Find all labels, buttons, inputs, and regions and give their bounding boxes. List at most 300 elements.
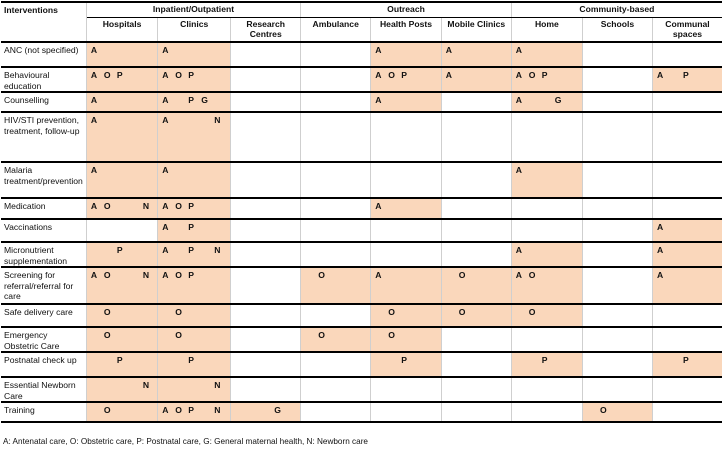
care-code-slot <box>587 405 597 416</box>
care-code-slot <box>529 165 539 176</box>
care-code: P <box>541 355 548 365</box>
care-code-slot <box>683 245 693 256</box>
empty-cell <box>371 377 442 402</box>
care-code-slot <box>498 270 508 281</box>
empty-cell <box>511 219 582 242</box>
table-row <box>1 267 722 304</box>
care-type-cell <box>231 402 301 422</box>
care-code-slot <box>214 270 224 281</box>
care-code-slot <box>709 222 719 233</box>
care-code-slot <box>214 70 224 81</box>
care-type-cell <box>441 42 511 67</box>
care-code-slot <box>529 95 539 106</box>
empty-cell <box>441 219 511 242</box>
care-code-slot <box>709 245 719 256</box>
care-code-slot <box>162 380 172 391</box>
care-code-slot <box>401 270 411 281</box>
intervention-label: Behavioural education <box>1 67 86 92</box>
table-row <box>1 327 722 352</box>
empty-cell <box>301 92 371 112</box>
care-code-slot <box>388 45 398 56</box>
empty-cell <box>231 112 301 162</box>
care-code-slot <box>670 355 680 366</box>
care-code: O <box>175 405 182 415</box>
care-codes <box>162 45 224 56</box>
care-code-slot <box>331 330 341 341</box>
care-code-slot <box>117 380 127 391</box>
care-codes <box>91 355 153 366</box>
empty-cell <box>582 162 652 198</box>
care-type-cell <box>371 304 442 327</box>
empty-cell <box>301 219 371 242</box>
care-code-slot <box>696 222 706 233</box>
care-code: A <box>515 270 523 280</box>
care-code: O <box>175 307 182 317</box>
care-code-slot <box>117 405 127 416</box>
care-type-cell <box>158 92 231 112</box>
care-code-slot <box>175 45 185 56</box>
empty-cell <box>582 242 652 267</box>
care-code-slot <box>117 165 127 176</box>
care-type-cell <box>511 242 582 267</box>
care-code: G <box>274 405 281 415</box>
column-header: Schools <box>582 17 652 42</box>
care-code-slot <box>188 115 198 126</box>
care-code-slot <box>542 270 552 281</box>
care-code-slot <box>143 405 153 416</box>
care-code-slot <box>305 270 315 281</box>
care-code-slot <box>201 330 211 341</box>
care-codes <box>446 45 508 56</box>
care-code-slot <box>529 245 539 256</box>
empty-cell <box>582 198 652 219</box>
care-code: A <box>162 405 169 415</box>
care-type-cell <box>158 42 231 67</box>
empty-cell <box>301 304 371 327</box>
care-code-slot <box>568 355 578 366</box>
care-code-slot <box>104 45 114 56</box>
empty-cell <box>441 92 511 112</box>
care-codes <box>91 380 153 391</box>
care-code-slot <box>143 45 153 56</box>
care-code-slot <box>104 115 114 126</box>
care-code-slot <box>175 115 185 126</box>
care-code-slot <box>542 307 552 318</box>
care-type-cell <box>371 42 442 67</box>
care-code-slot <box>188 307 198 318</box>
intervention-label: Essential Newborn Care <box>1 377 86 402</box>
care-code: O <box>103 70 111 80</box>
care-codes <box>91 330 153 341</box>
care-code-slot <box>201 380 211 391</box>
empty-cell <box>231 327 301 352</box>
intervention-label: Screening for referral/referral for care <box>1 267 86 304</box>
intervention-label: Vaccinations <box>1 219 86 242</box>
care-code-slot <box>357 330 367 341</box>
empty-cell <box>301 67 371 92</box>
empty-cell <box>231 198 301 219</box>
care-code-slot <box>375 307 385 318</box>
care-code: P <box>541 70 548 80</box>
care-type-cell <box>511 92 582 112</box>
care-code-slot <box>485 270 495 281</box>
care-code-slot <box>214 222 224 233</box>
care-codes <box>91 45 153 56</box>
care-code-slot <box>143 165 153 176</box>
intervention-label: Medication <box>1 198 86 219</box>
care-codes <box>516 270 578 281</box>
empty-cell <box>582 92 652 112</box>
care-code-slot <box>91 245 101 256</box>
empty-cell <box>511 112 582 162</box>
care-code-slot <box>130 95 140 106</box>
care-code: O <box>528 307 536 317</box>
care-code: A <box>162 201 169 211</box>
care-code: O <box>175 201 182 211</box>
care-codes <box>657 222 719 233</box>
care-type-cell <box>511 162 582 198</box>
care-code-slot <box>568 270 578 281</box>
care-code-slot <box>414 270 424 281</box>
empty-cell <box>371 219 442 242</box>
care-code-slot <box>201 70 211 81</box>
care-code-slot <box>344 270 354 281</box>
care-code-slot <box>542 165 552 176</box>
care-type-cell <box>652 219 722 242</box>
care-codes <box>91 70 153 81</box>
empty-cell <box>231 67 301 92</box>
care-code-slot <box>188 380 198 391</box>
care-code-slot <box>117 45 127 56</box>
care-code-slot <box>427 45 437 56</box>
care-code-slot <box>516 307 526 318</box>
care-code: A <box>90 95 98 105</box>
care-codes <box>162 405 224 416</box>
empty-cell <box>231 267 301 304</box>
empty-cell <box>652 304 722 327</box>
care-code-slot <box>709 355 719 366</box>
care-code-slot <box>188 165 198 176</box>
care-code-slot <box>175 380 185 391</box>
care-code-slot <box>485 70 495 81</box>
empty-cell <box>582 67 652 92</box>
care-codes <box>446 307 508 318</box>
care-code-slot <box>130 380 140 391</box>
care-type-cell <box>158 112 231 162</box>
care-code-slot <box>104 245 114 256</box>
care-code-slot <box>670 245 680 256</box>
care-code: A <box>90 115 98 125</box>
care-code-slot <box>709 270 719 281</box>
care-code: O <box>318 330 325 340</box>
care-codes <box>162 307 224 318</box>
care-code-slot <box>427 307 437 318</box>
empty-cell <box>441 242 511 267</box>
care-codes <box>91 270 153 281</box>
care-code-slot <box>214 95 224 106</box>
table-row <box>1 377 722 402</box>
care-codes <box>516 245 578 256</box>
care-code: A <box>375 95 382 105</box>
interventions-table <box>1 1 722 423</box>
empty-cell <box>301 242 371 267</box>
care-code: A <box>515 245 523 255</box>
care-code-slot <box>626 405 636 416</box>
care-code-slot <box>214 45 224 56</box>
care-code-slot <box>427 355 437 366</box>
care-code: P <box>188 70 195 80</box>
care-code-slot <box>143 355 153 366</box>
care-type-cell <box>652 242 722 267</box>
table-row <box>1 112 722 162</box>
care-code-slot <box>709 70 719 81</box>
care-type-cell <box>582 402 652 422</box>
care-codes <box>91 245 153 256</box>
care-type-cell <box>86 162 157 198</box>
care-codes <box>516 307 578 318</box>
care-code-slot <box>555 245 565 256</box>
care-code-slot <box>214 307 224 318</box>
care-codes <box>91 95 153 106</box>
care-code: O <box>175 330 182 340</box>
care-code: A <box>90 165 98 175</box>
care-code: A <box>656 70 664 80</box>
care-code: O <box>318 270 325 280</box>
care-codes <box>375 355 437 366</box>
care-code-slot <box>498 45 508 56</box>
care-code-slot <box>696 270 706 281</box>
empty-cell <box>301 377 371 402</box>
care-code-slot <box>568 307 578 318</box>
care-type-cell <box>652 267 722 304</box>
group-header: Inpatient/Outpatient <box>86 2 300 17</box>
care-code: N <box>142 201 150 211</box>
care-code-slot <box>175 165 185 176</box>
care-code: O <box>103 270 111 280</box>
care-code: A <box>162 95 169 105</box>
care-code: N <box>214 115 221 125</box>
empty-cell <box>652 402 722 422</box>
empty-cell <box>301 198 371 219</box>
table-row <box>1 304 722 327</box>
table-row <box>1 242 722 267</box>
care-type-cell <box>301 327 371 352</box>
empty-cell <box>301 112 371 162</box>
care-codes <box>162 222 224 233</box>
care-code: A <box>445 45 453 55</box>
care-code-slot <box>143 307 153 318</box>
empty-cell <box>582 219 652 242</box>
empty-cell <box>371 402 442 422</box>
empty-cell <box>652 42 722 67</box>
care-code-slot <box>472 307 482 318</box>
intervention-label: ANC (not specified) <box>1 42 86 67</box>
empty-cell <box>231 92 301 112</box>
care-code: P <box>188 222 195 232</box>
care-code-slot <box>414 45 424 56</box>
care-code: A <box>656 270 664 280</box>
table-row <box>1 219 722 242</box>
column-header: Clinics <box>158 17 231 42</box>
care-code: A <box>656 245 664 255</box>
care-codes <box>91 405 153 416</box>
care-code-slot <box>162 355 172 366</box>
care-codes <box>375 45 437 56</box>
empty-cell <box>652 162 722 198</box>
care-codes <box>162 355 224 366</box>
care-code: A <box>375 70 382 80</box>
care-code: A <box>162 245 169 255</box>
care-code-slot <box>130 355 140 366</box>
care-code: P <box>188 245 195 255</box>
care-code: A <box>162 270 169 280</box>
care-type-cell <box>158 327 231 352</box>
care-code-slot <box>143 95 153 106</box>
care-code-slot <box>214 201 224 212</box>
empty-cell <box>231 352 301 377</box>
care-code-slot <box>446 270 456 281</box>
table-row <box>1 352 722 377</box>
care-type-cell <box>371 267 442 304</box>
care-codes <box>375 95 437 106</box>
care-type-cell <box>158 242 231 267</box>
empty-cell <box>231 162 301 198</box>
care-code-slot <box>201 405 211 416</box>
care-code-slot <box>91 355 101 366</box>
care-code: O <box>458 270 466 280</box>
care-type-cell <box>86 112 157 162</box>
care-code-slot <box>130 270 140 281</box>
care-code-slot <box>414 70 424 81</box>
care-code: P <box>188 355 195 365</box>
care-codes <box>162 201 224 212</box>
care-codes <box>657 355 719 366</box>
care-code: P <box>401 355 407 365</box>
care-code-slot <box>414 201 424 212</box>
care-type-cell <box>301 267 371 304</box>
care-code: A <box>445 70 453 80</box>
empty-cell <box>371 162 442 198</box>
care-code-slot <box>696 245 706 256</box>
intervention-label: Safe delivery care <box>1 304 86 327</box>
care-code-slot <box>472 70 482 81</box>
care-type-cell <box>86 42 157 67</box>
care-code: O <box>388 70 395 80</box>
care-code: A <box>162 115 169 125</box>
empty-cell <box>231 377 301 402</box>
care-code-slot <box>388 95 398 106</box>
care-code-slot <box>235 405 245 416</box>
care-type-cell <box>158 402 231 422</box>
care-code: N <box>214 405 221 415</box>
care-code-slot <box>162 330 172 341</box>
care-code-slot <box>498 70 508 81</box>
care-code-slot <box>175 222 185 233</box>
care-codes <box>235 405 297 416</box>
care-code: A <box>162 45 169 55</box>
care-type-cell <box>86 352 157 377</box>
care-code-slot <box>555 45 565 56</box>
care-code-slot <box>175 245 185 256</box>
empty-cell <box>652 377 722 402</box>
care-type-cell <box>441 67 511 92</box>
care-type-cell <box>511 42 582 67</box>
care-type-cell <box>158 162 231 198</box>
care-code-slot <box>459 45 469 56</box>
care-code-slot <box>201 115 211 126</box>
care-type-cell <box>158 67 231 92</box>
care-type-cell <box>371 67 442 92</box>
table-row <box>1 402 722 422</box>
empty-cell <box>301 402 371 422</box>
care-codes <box>162 245 224 256</box>
care-code-slot <box>696 70 706 81</box>
empty-cell <box>441 162 511 198</box>
care-code-slot <box>201 270 211 281</box>
care-code-slot <box>201 245 211 256</box>
care-code-slot <box>414 330 424 341</box>
care-code-slot <box>555 307 565 318</box>
care-code: O <box>458 307 466 317</box>
empty-cell <box>371 112 442 162</box>
care-code-slot <box>613 405 623 416</box>
care-code-slot <box>427 70 437 81</box>
care-type-cell <box>158 198 231 219</box>
care-code-slot <box>529 45 539 56</box>
empty-cell <box>511 327 582 352</box>
care-code-slot <box>287 405 297 416</box>
care-type-cell <box>86 327 157 352</box>
care-code: O <box>599 405 607 415</box>
care-code: A <box>375 45 382 55</box>
care-code-slot <box>639 405 649 416</box>
care-code-slot <box>414 355 424 366</box>
care-code: P <box>116 70 123 80</box>
care-code-slot <box>130 115 140 126</box>
empty-cell <box>371 242 442 267</box>
care-code: A <box>90 45 98 55</box>
care-code-slot <box>117 270 127 281</box>
care-code: O <box>175 70 182 80</box>
care-code-slot <box>542 95 552 106</box>
empty-cell <box>511 198 582 219</box>
care-code: A <box>162 165 169 175</box>
care-type-cell <box>158 219 231 242</box>
care-codes <box>162 270 224 281</box>
care-type-cell <box>86 402 157 422</box>
care-codes <box>516 70 578 81</box>
empty-cell <box>652 198 722 219</box>
care-code: N <box>214 380 221 390</box>
care-code-slot <box>201 201 211 212</box>
care-code-slot <box>130 70 140 81</box>
interventions-header: Interventions <box>1 2 86 42</box>
empty-cell <box>652 92 722 112</box>
care-code-slot <box>175 95 185 106</box>
empty-cell <box>301 42 371 67</box>
care-code: O <box>103 330 111 340</box>
care-code-slot <box>568 70 578 81</box>
group-header: Outreach <box>301 2 512 17</box>
care-code-slot <box>143 330 153 341</box>
care-code-slot <box>91 330 101 341</box>
empty-cell <box>441 198 511 219</box>
care-code-slot <box>485 307 495 318</box>
care-type-cell <box>86 304 157 327</box>
care-code-slot <box>542 45 552 56</box>
care-code-slot <box>568 45 578 56</box>
care-type-cell <box>86 67 157 92</box>
